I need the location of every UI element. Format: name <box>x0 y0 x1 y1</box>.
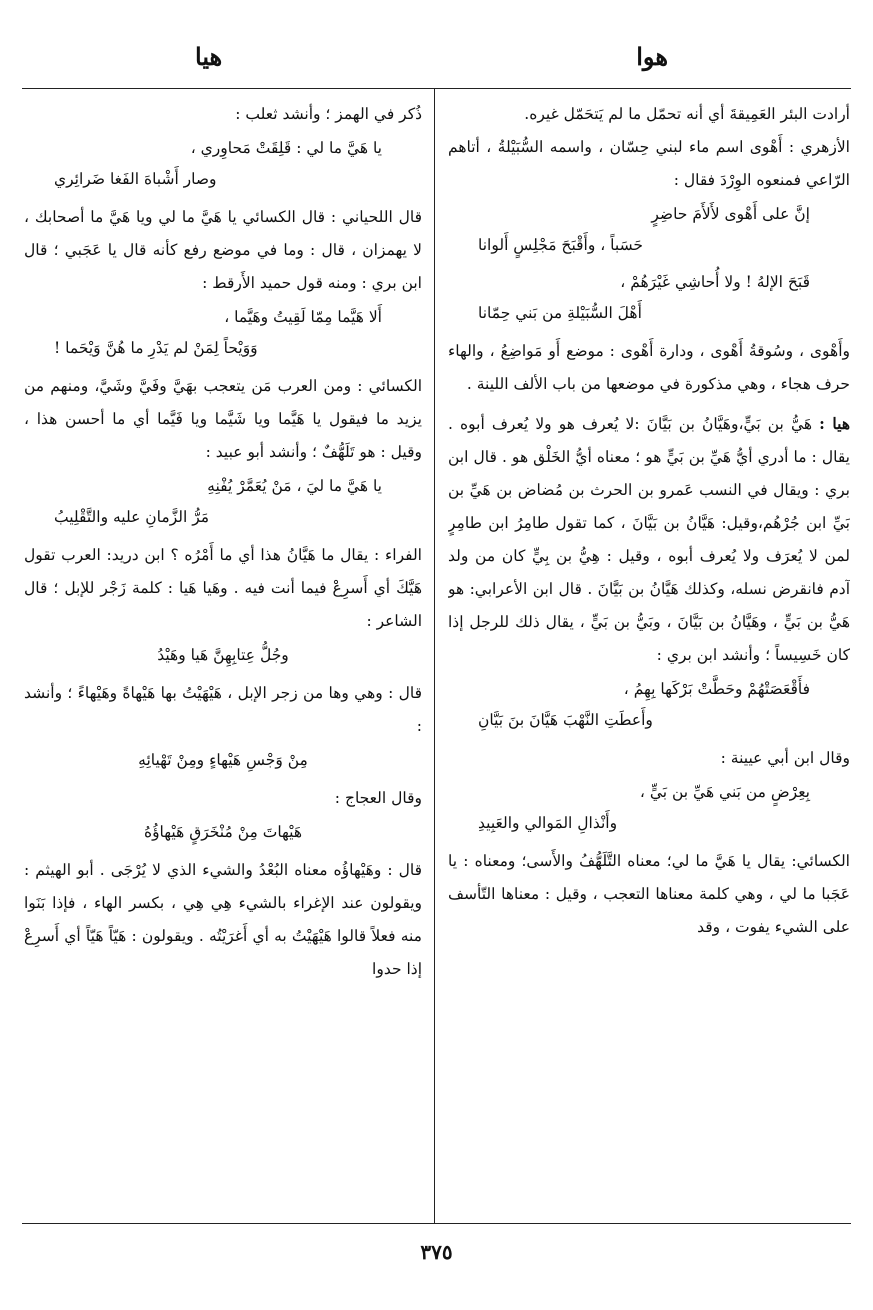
verse <box>448 199 850 261</box>
verse-line: وَوَيْحاً لِمَنْ لم يَدْرِ ما هُنَّ وَيْحَما ! <box>54 339 258 357</box>
verse-line: مِنْ وَجْسِ هَيْهاءٍ ومِنْ تَهْيائِهِ <box>138 751 308 769</box>
paragraph: وقال العجاج : <box>334 789 422 807</box>
page-number: ٣٧٥ <box>420 1240 453 1264</box>
paragraph: قال : وهَيْهاؤُه معناه البُعْدُ والشيء الذي لا يُرْجَى . أبو الهيثم : ويقولون عند الإغراء بالشيء هِي هِي ، بكسر الهاء ، فإذا بَنَوا منه فعلاً قالوا هَيْهَيْتُ به أي أَغرَيْتُه . ويقولون : هَيّاً هَيّاً أي أَسرِعْ إذا حدوا <box>24 861 422 978</box>
verse <box>24 302 422 364</box>
verse-line: يا هَيَّ ما ليَ ، مَنْ يُعَمَّرْ يُفْنِهِ <box>207 477 382 495</box>
left-column <box>24 98 422 1216</box>
column-divider <box>434 88 435 1223</box>
verse-line: وجُلُّ عِتابِهِنَّ هَيا وهَيْدُ <box>157 646 289 664</box>
verse <box>24 745 422 776</box>
verse <box>24 133 422 195</box>
verse <box>24 471 422 533</box>
paragraph: قال اللحياني : قال الكسائي يا هَيَّ ما لي ويا هَيَّ ما أصحابك ، لا يهمزان ، قال : وما في موضع رفع كأنه قال يا عَجَبي ؛ قال ابن بري : ومنه قول حميد الأَرقط : <box>24 208 422 292</box>
verse-line: وأَعطَتِ النَّهْبَ هَيَّانَ بنَ بَيَّانِ <box>478 711 653 729</box>
verse-line: وصار أَشْباهَ الفَغا ضَرائِري <box>54 170 217 188</box>
verse-line: إنَّ على أَهْوى لأَلأَمَ حاضِرٍ <box>651 205 810 223</box>
paragraph: قال : وهي وها من زجر الإبل ، هَيْهَيْتُ بها هَيْهاةً وهَيْهاءً ؛ وأنشد : <box>24 684 422 735</box>
verse-line: وأَنْذالِ المَوالي والعَبِيدِ <box>478 814 618 832</box>
entry-headword: هيا : <box>819 414 850 433</box>
entry <box>448 407 850 672</box>
paragraph: وقال ابن أبي عيينة : <box>720 749 850 767</box>
verse <box>448 777 850 839</box>
paragraph: أرادت البئر العَمِيقةَ أي أنه تحمّل ما لم يَتحَمّل غيره. <box>524 105 850 123</box>
header-keyword-right: هوا <box>636 42 668 71</box>
paragraph: الأزهري : أَهْوى اسم ماء لبني حِسّان ، واسمه السُّبَيْلةُ ، أتاهم الرّاعي فمنعوه الوِرْدَ فقال : <box>448 138 850 189</box>
paragraph: الكسائي : ومن العرب مَن يتعجب بهَيَّ وفَيَّ وشَيَّ، ومنهم من يزيد ما فيقول يا هَيَّما ويا شَيَّما ويا فَيَّما أي ما أحسن هذا ، وقيل : هو تَلَهُّفٌ ؛ وأنشد أبو عبيد : <box>24 377 422 461</box>
verse <box>448 674 850 736</box>
verse-line: أَهْلَ السُّبَيْلةِ من بَني حِمّانا <box>478 304 642 322</box>
bottom-rule <box>22 1223 851 1224</box>
verse-line: بِعِرْضٍ من بَني هَيِّ بن بَيٍّ ، <box>639 783 810 801</box>
verse-line: يا هَيَّ ما لي : قَلِقَتْ مَحاوِري ، <box>190 139 382 157</box>
entry-text: هَيُّ بن بَيٍّ،وهَيَّانُ بن بَيَّانَ :لا يُعرف هو ولا يُعرف أبوه . يقال : ما أدري أيُّ هَيِّ بن بَيٍّ هو ؛ معناه أيُّ الخَلْق هو . قال ابن بري : ويقال في النسب عَمرو بن الحرث بن مُضاض بن هَيِّ بن بَيِّ ابن جُرْهُم،وقيل: هَيَّانُ بن بَيَّانَ ، كما تقول طامِرُ ابن طامِرٍ لمن لا يُعرَف ولا يُعرف أبوه ، وقيل : هِيُّ بن بِيٍّ كان من ولد آدم فانقرض نسله، وكذلك هَيَّانُ بن بَيَّانَ . قال ابن الأعرابي: هو هَيُّ بن بَيٍّ ، وهَيَّانُ بن بَيَّانَ ، وبَيُّ بن بَيٍّ ، يقال ذلك للرجل إذا كان خَسِيساً ؛ وأنشد ابن بري : <box>448 415 850 664</box>
verse-line: أَلا هَيَّما مِمّا لَقِيتُ وهَيَّما ، <box>224 308 382 326</box>
verse-line: فأَقْعَصَتْهُمْ وحَطَّتْ بَرْكَها بِهِمُ ، <box>623 680 810 698</box>
verse-line: هَيْهاتَ مِنْ مُنْخَرَقٍ هَيْهاؤُهُ <box>143 823 303 841</box>
header-keyword-left: هيا <box>195 42 223 71</box>
verse-line: حَسَباً ، وأَقْبَحَ مَجْلِسٍ أَلوانا <box>478 236 643 254</box>
top-rule <box>22 88 851 89</box>
verse-line: مَرُّ الزَّمانِ عليه والتَّقْلِيبُ <box>54 508 210 526</box>
verse <box>24 640 422 671</box>
paragraph: وأَهْوى ، وسُوقةُ أَهْوى ، ودارة أَهْوى : موضع أَو مَواضِعُ ، والهاء حرف هجاء ، وهي مذكورة في موضعها من باب الألف اللينة . <box>448 342 850 393</box>
verse-line: قَبَحَ الإلهُ ! ولا أُحاشِي غَيْرَهُمْ ، <box>620 273 810 291</box>
verse <box>24 817 422 848</box>
paragraph: الكسائي: يقال يا هَيَّ ما لي؛ معناه التَّلَهُّفُ والأَسى؛ ومعناه : يا عَجَبا ما لي ، وهي كلمة معناها التعجب ، وقيل : معناها التّأسف على الشيء يفوت ، وقد <box>448 852 850 936</box>
paragraph: ذُكر في الهمز ؛ وأنشد ثعلب : <box>235 105 422 123</box>
right-column <box>448 98 850 1216</box>
verse <box>448 267 850 329</box>
paragraph: الفراء : يقال ما هَيَّانُ هذا أي ما أَمْرُه ؟ ابن دريد: العرب تقول هَيَّكَ أي أَسرِعْ فيما أنت فيه . وهَيا هَيا : كلمة زَجْر للإبل ؛ قال الشاعر : <box>24 546 422 630</box>
